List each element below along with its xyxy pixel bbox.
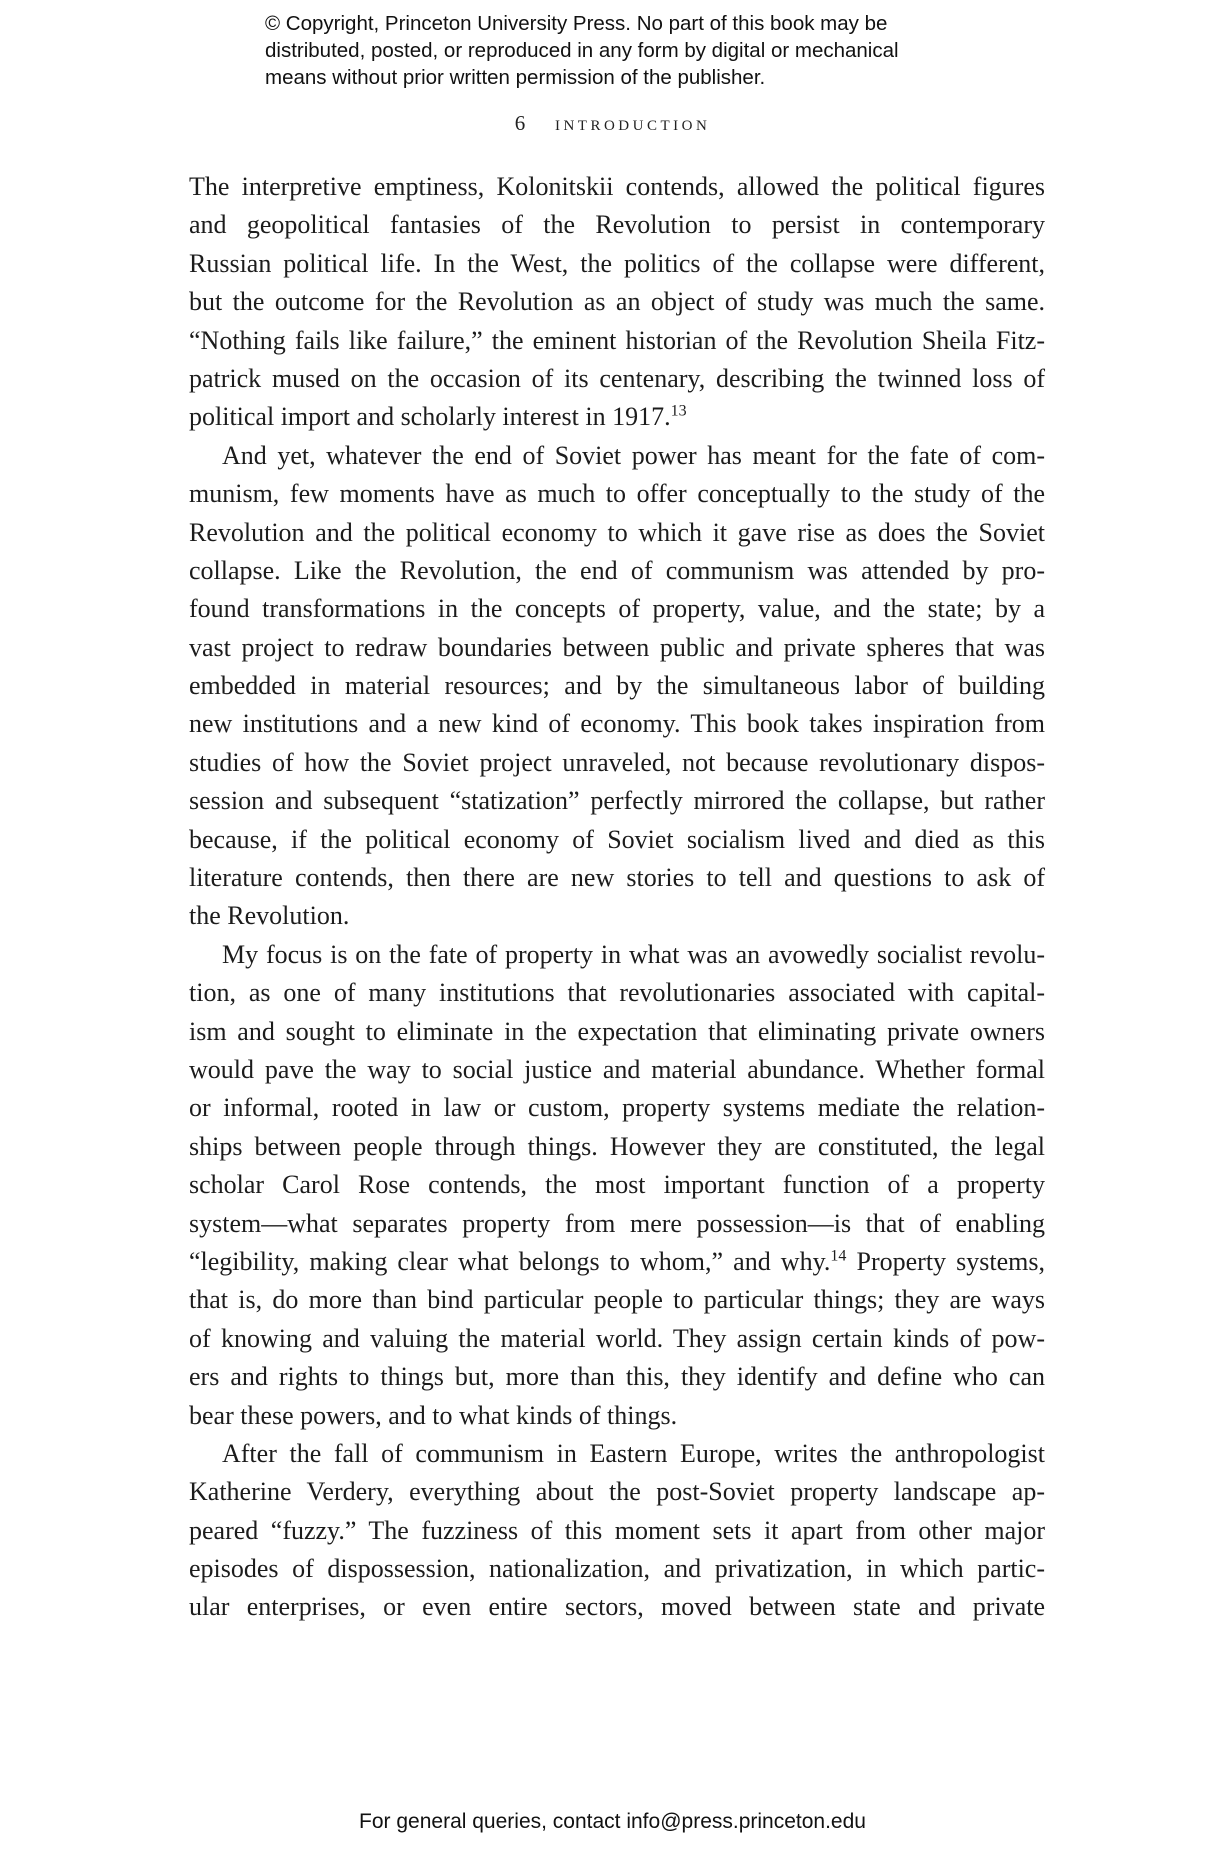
text-line: The interpretive emptiness, Kolonitskii contends, allowed the political figures: [189, 172, 1045, 201]
text-line: the Revolution.: [189, 901, 350, 931]
text-line: found transformations in the concepts of property, value, and the state; by a: [189, 594, 1045, 624]
text-line: vast project to redraw boundaries between public and private spheres that was: [189, 632, 1045, 662]
text-line: Katherine Verdery, everything about the post-Soviet property landscape ap-: [189, 1477, 1045, 1507]
text-line: munism, few moments have as much to offer conceptually to the study of the: [189, 479, 1045, 509]
text-line: [189, 1243, 1045, 1281]
text-line: scholar Carol Rose contends, the most important function of a property: [189, 1170, 1045, 1200]
text-line: system—what separates property from mere possession—is that of enabling: [189, 1208, 1045, 1238]
copyright-line: means without prior written permission of the publisher.: [265, 66, 766, 89]
text-line: And yet, whatever the end of Soviet power has meant for the fate of com-: [222, 440, 1045, 470]
footnote-marker[interactable]: 13: [670, 402, 687, 420]
text-line: but the outcome for the Revolution as an object of study was much the same.: [189, 287, 1045, 317]
text-line: ism and sought to eliminate in the expectation that eliminating private owners: [189, 1016, 1045, 1046]
text-line: My focus is on the fate of property in what was an avowedly socialist revolu-: [222, 939, 1045, 969]
text-line: would pave the way to social justice and material abundance. Whether formal: [189, 1054, 1045, 1084]
text-line: bear these powers, and to what kinds of things.: [189, 1400, 678, 1430]
text-line: new institutions and a new kind of economy. This book takes inspiration from: [189, 709, 1045, 739]
text-line: [189, 398, 1045, 436]
text-line: Russian political life. In the West, the politics of the collapse were different,: [189, 248, 1045, 278]
text-line: ships between people through things. However they are constituted, the legal: [189, 1131, 1045, 1161]
text-line: embedded in material resources; and by the simultaneous labor of building: [189, 671, 1045, 701]
text-line: that is, do more than bind particular people to particular things; they are ways: [189, 1285, 1045, 1315]
text-line: ular enterprises, or even entire sectors, moved between state and private: [189, 1592, 1045, 1622]
copyright-notice: [265, 10, 1025, 91]
copyright-line: © Copyright, Princeton University Press. No part of this book may be: [265, 12, 888, 35]
text-line: collapse. Like the Revolution, the end of communism was attended by pro-: [189, 555, 1045, 585]
text-segment: political import and scholarly interest in 1917.: [189, 402, 671, 432]
text-line: After the fall of communism in Eastern Europe, writes the anthropologist: [222, 1438, 1045, 1468]
text-line: or informal, rooted in law or custom, property systems mediate the relation-: [189, 1093, 1045, 1123]
text-line: and geopolitical fantasies of the Revolution to persist in contemporary: [189, 210, 1045, 240]
text-line: ers and rights to things but, more than this, they identify and define who can: [189, 1362, 1045, 1392]
text-line: tion, as one of many institutions that revolutionaries associated with capital-: [189, 978, 1045, 1008]
text-line: of knowing and valuing the material world. They assign certain kinds of pow-: [189, 1323, 1045, 1353]
text-line: session and subsequent “statization” perfectly mirrored the collapse, but rather: [189, 786, 1045, 816]
footnote-marker[interactable]: 14: [830, 1247, 847, 1265]
text-line: patrick mused on the occasion of its centenary, describing the twinned loss of: [189, 363, 1045, 393]
text-line: literature contends, then there are new stories to tell and questions to ask of: [189, 863, 1045, 893]
text-segment: “legibility, making clear what belongs to whom,” and why.: [189, 1246, 831, 1276]
copyright-line: distributed, posted, or reproduced in any form by digital or mechanical: [265, 39, 899, 62]
text-line: peared “fuzzy.” The fuzziness of this moment sets it apart from other major: [189, 1515, 1045, 1545]
text-line: “Nothing fails like failure,” the eminent historian of the Revolution Sheila Fitz-: [189, 325, 1045, 355]
body-text: [189, 168, 1045, 1627]
text-line: Revolution and the political economy to which it gave rise as does the Soviet: [189, 517, 1045, 547]
text-line: studies of how the Soviet project unraveled, not because revolutionary dispos-: [189, 747, 1045, 777]
text-segment: Property systems,: [846, 1246, 1045, 1276]
text-line: because, if the political economy of Soviet socialism lived and died as this: [189, 824, 1045, 854]
text-line: episodes of dispossession, nationalization, and privatization, in which partic-: [189, 1554, 1045, 1584]
footer-contact: For general queries, contact info@press.princeton.edu: [359, 1810, 866, 1833]
running-head: [0, 110, 1225, 136]
page-number: 6: [514, 111, 526, 135]
section-title: introduction: [554, 110, 711, 135]
